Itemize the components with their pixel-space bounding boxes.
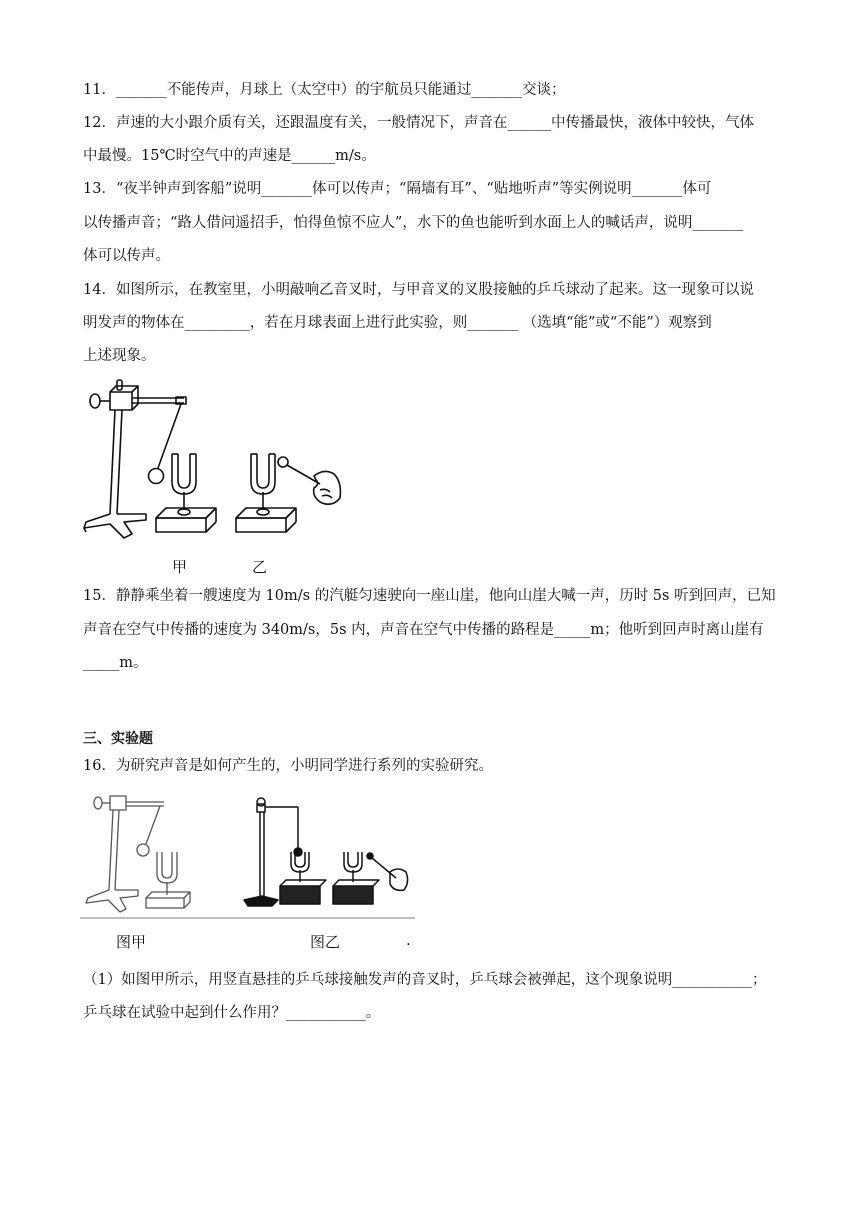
fig16-caption-b: 图乙 xyxy=(310,933,341,951)
q11-line1: 11．_______不能传声，月球上（太空中）的宇航员只能通过_______交谈； xyxy=(83,82,566,98)
fig-a-ball-icon xyxy=(137,844,149,856)
q16-line1: 16．为研究声音是如何产生的，小明同学进行系列的实验研究。 xyxy=(83,758,493,774)
q12-line2: 中最慢。15℃时空气中的声速是______m/s。 xyxy=(83,148,376,164)
q15-line2: 声音在空气中传播的速度为 340m/s，5s 内，声音在空气中传播的路程是_____m；他听到回声时离山崖有 xyxy=(83,622,764,638)
q12-line1: 12．声速的大小跟介质有关，还跟温度有关，一般情况下，声音在______中传播最快，液体中较快，气体 xyxy=(83,115,754,131)
hand-icon xyxy=(314,471,341,504)
fig-b-hand-icon xyxy=(390,869,408,890)
q16-sub1-line2: 乒乓球在试验中起到什么作用？___________。 xyxy=(83,1005,381,1021)
q15-line1: 15．静静乘坐着一艘速度为 10m/s 的汽艇匀速驶向一座山崖，他向山崖大喊一声，历时 5s 听到回声，已知 xyxy=(83,588,776,604)
fig14-label-yi: 乙 xyxy=(252,558,268,576)
q14-tuning-fork-figure xyxy=(80,372,360,582)
clamp-knob-icon xyxy=(90,394,100,408)
q14-line3: 上述现象。 xyxy=(83,348,156,364)
ping-pong-ball-icon xyxy=(149,469,164,484)
q14-figure-svg xyxy=(80,372,360,582)
q15-line3: _____m。 xyxy=(83,655,148,671)
fig14-label-jia: 甲 xyxy=(172,558,188,576)
mallet-head-icon xyxy=(278,457,288,467)
q16-sub1-line1: （1）如图甲所示，用竖直悬挂的乒乓球接触发声的音叉时，乒乓球会被弹起，这个现象说明___________； xyxy=(83,972,767,988)
clamp-block-icon xyxy=(110,392,132,410)
fig16-dot: . xyxy=(406,931,411,949)
q13-line2: 以传播声音；“路人借问遥招手，怕得鱼惊不应人”，水下的鱼也能听到水面上人的喊话声，说明_______ xyxy=(83,215,744,231)
q13-line3: 体可以传声。 xyxy=(83,248,170,264)
q16-experiment-figure xyxy=(80,790,415,955)
q14-line2: 明发声的物体在_________，若在月球表面上进行此实验，则_______ （选填“能”或“不能”）观察到 xyxy=(83,315,712,331)
q14-line1: 14．如图所示，在教室里，小明敲响乙音叉时，与甲音叉的叉股接触的乒乓球动了起来。这一现象可以说 xyxy=(83,282,754,298)
q16-figure-svg xyxy=(80,790,415,955)
section-heading: 三、实验题 xyxy=(83,731,153,747)
q13-line1: 13．“夜半钟声到客船”说明_______体可以传声；“隔墙有耳”、“贴地听声”等实例说明_______体可 xyxy=(83,181,712,197)
fig16-caption-a: 图甲 xyxy=(116,933,147,951)
